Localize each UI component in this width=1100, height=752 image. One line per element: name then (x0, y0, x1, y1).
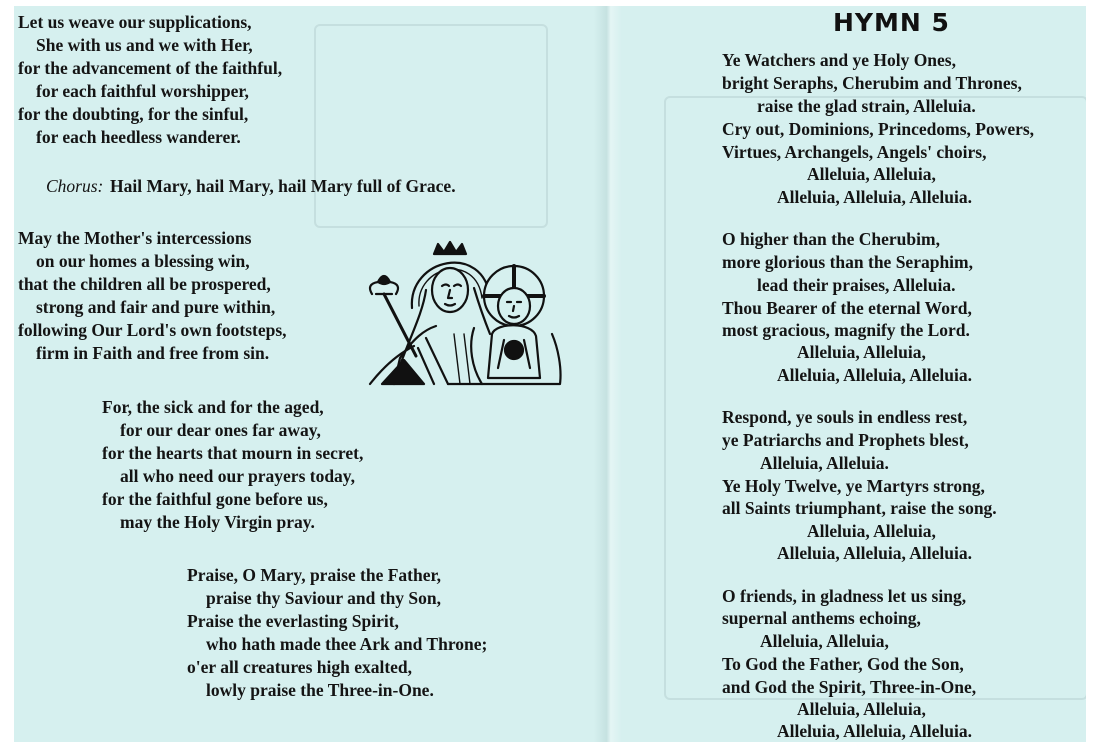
left-verse3-line: may the Holy Virgin pray. (120, 512, 315, 532)
left-verse1-line: for each heedless wanderer. (36, 127, 241, 147)
right-verse2-line: Alleluia, Alleluia, (797, 342, 926, 362)
right-verse1-line: Cry out, Dominions, Princedoms, Powers, (722, 119, 1035, 139)
right-verse4-line: and God the Spirit, Three-in-One, (722, 677, 977, 697)
bleed-through-frame (314, 24, 548, 228)
left-verse1-line: for each faithful worshipper, (36, 81, 249, 101)
right-verse2-line: Alleluia, Alleluia, Alleluia. (777, 365, 972, 385)
left-verse1-line: for the advancement of the faithful, (18, 58, 283, 78)
right-verse1-line: raise the glad strain, Alleluia. (757, 96, 976, 116)
right-verse3-line: Respond, ye souls in endless rest, (722, 407, 968, 427)
right-verse1-line: Virtues, Archangels, Angels' choirs, (722, 142, 987, 162)
right-verse2-line: O higher than the Cherubim, (722, 229, 940, 249)
right-verse4-line: Alleluia, Alleluia, (760, 631, 889, 651)
left-verse3-line: for our dear ones far away, (120, 420, 321, 440)
right-verse3-line: Alleluia, Alleluia, (807, 521, 936, 541)
left-verse3-line: for the hearts that mourn in secret, (102, 443, 364, 463)
left-verse3-line: for the faithful gone before us, (102, 489, 328, 509)
left-verse2-line: strong and fair and pure within, (36, 297, 276, 317)
right-verse3-line: ye Patriarchs and Prophets blest, (722, 430, 969, 450)
left-verse1-line: for the doubting, for the sinful, (18, 104, 249, 124)
right-verse1-line: bright Seraphs, Cherubim and Thrones, (722, 73, 1022, 93)
right-verse3-line: Ye Holy Twelve, ye Martyrs strong, (722, 476, 985, 496)
hymn-title: HYMN 5 (833, 8, 950, 37)
hymn-sheet (14, 6, 1086, 742)
left-verse3-line: For, the sick and for the aged, (102, 397, 324, 417)
right-verse3-line: Alleluia, Alleluia. (760, 453, 889, 473)
left-verse3-line: all who need our prayers today, (120, 466, 355, 486)
left-verse4-line: lowly praise the Three-in-One. (206, 680, 434, 700)
left-verse2-line: that the children all be prospered, (18, 274, 271, 294)
left-verse4-line: Praise the everlasting Spirit, (187, 611, 399, 631)
right-verse2-line: lead their praises, Alleluia. (757, 275, 956, 295)
left-verse1-line: She with us and we with Her, (36, 35, 253, 55)
chorus-label: Chorus: (46, 176, 104, 196)
chorus-text: Hail Mary, hail Mary, hail Mary full of Grace. (110, 176, 456, 196)
right-verse1-line: Alleluia, Alleluia, Alleluia. (777, 187, 972, 207)
right-verse1-line: Alleluia, Alleluia, (807, 164, 936, 184)
left-verse2-line: firm in Faith and free from sin. (36, 343, 270, 363)
left-verse4-line: o'er all creatures high exalted, (187, 657, 413, 677)
left-verse4-line: Praise, O Mary, praise the Father, (187, 565, 442, 585)
right-verse2-line: Thou Bearer of the eternal Word, (722, 298, 972, 318)
page-fold (594, 6, 622, 742)
left-verse4-line: who hath made thee Ark and Throne; (206, 634, 488, 654)
left-verse2-line: May the Mother's intercessions (18, 228, 252, 248)
left-verse1-line: Let us weave our supplications, (18, 12, 252, 32)
left-verse2-line: following Our Lord's own footsteps, (18, 320, 287, 340)
right-verse4-line: Alleluia, Alleluia, Alleluia. (777, 721, 972, 741)
left-verse2-line: on our homes a blessing win, (36, 251, 250, 271)
right-verse2-line: more glorious than the Seraphim, (722, 252, 973, 272)
right-verse1-line: Ye Watchers and ye Holy Ones, (722, 50, 956, 70)
right-verse4-line: O friends, in gladness let us sing, (722, 586, 967, 606)
right-verse4-line: To God the Father, God the Son, (722, 654, 964, 674)
right-verse3-line: Alleluia, Alleluia, Alleluia. (777, 543, 972, 563)
right-verse3-line: all Saints triumphant, raise the song. (722, 498, 997, 518)
right-verse2-line: most gracious, magnify the Lord. (722, 320, 970, 340)
right-verse4-line: supernal anthems echoing, (722, 608, 921, 628)
right-verse4-line: Alleluia, Alleluia, (797, 699, 926, 719)
left-verse4-line: praise thy Saviour and thy Son, (206, 588, 442, 608)
madonna-and-child-icon (364, 238, 564, 386)
